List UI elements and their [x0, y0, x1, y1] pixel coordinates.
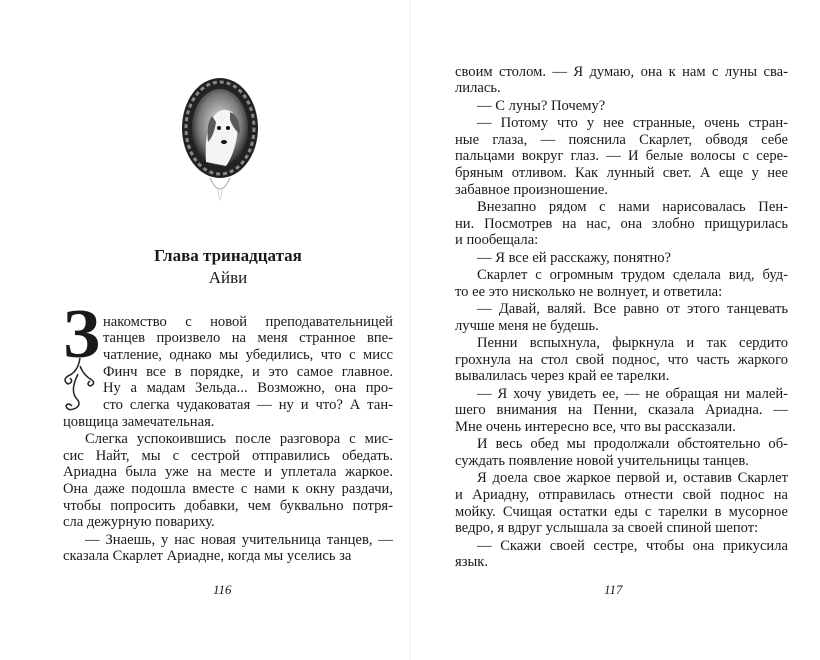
text-line: цовщица замечательная. [63, 413, 215, 430]
paragraph [455, 301, 788, 334]
text-line: Финч все в порядке, и это самое главное. [103, 363, 393, 380]
text-line: сто слегка чудаковатая — ну и что? А тан- [103, 397, 393, 414]
paragraph [63, 314, 393, 431]
text-line: пальцами вокруг глаз. — И белые волосы с сере- [455, 148, 788, 165]
text-line: Я доела свое жаркое первой и, оставив Скарлет [477, 470, 788, 487]
text-line: своим столом. — Я думаю, она к нам с луны сва- [455, 63, 788, 80]
text-line: — Знаешь, у нас новая учительница танцев, — [85, 531, 393, 548]
text-line: суждать появление новой учительницы танцев. [455, 452, 749, 469]
drop-cap: З [63, 296, 100, 373]
text-line: шего внимания на Пенни, сказала Ариадна. — [455, 402, 788, 419]
chapter-name: Айви [208, 268, 248, 287]
text-line: то ее это нисколько не волнует, и ответила: [455, 283, 723, 300]
text-line: Ну а мадам Зельда... Возможно, она про- [103, 380, 393, 397]
text-line: вывалилась через край ее тарелки. [455, 368, 670, 385]
text-line: чатление, однако мы убедились, что с мисс [103, 346, 393, 363]
text-line: ведро, я вдруг услышала за своей спиной шепот: [455, 520, 759, 537]
text-line: сис Найт, мы с сестрой отправились обедать. [63, 447, 393, 464]
text-line: и пообещала: [455, 232, 539, 249]
paragraph [455, 199, 788, 249]
paragraph [63, 431, 393, 531]
text-line: — Я хочу увидеть ее, — не обращая ни малей- [477, 385, 788, 402]
paragraph [455, 335, 788, 385]
text-line: Она даже подошла вместе с нами к окну раздачи, [63, 481, 393, 498]
body-text [455, 63, 788, 571]
text-line: танцев произвело на меня странное впе- [103, 330, 393, 347]
paragraph [455, 470, 788, 537]
text-line: бряным отливом. Как лунный свет. А еще у нее [455, 164, 788, 181]
text-line: накомство с новой преподавательницей [103, 313, 393, 330]
text-line: — Я все ей расскажу, понятно? [477, 249, 672, 266]
paragraph [455, 64, 788, 97]
paragraph [455, 98, 788, 115]
text-line: — С луны? Почему? [477, 97, 606, 114]
text-line: чтобы попросить добавки, чем буквально потря- [63, 497, 393, 514]
text-line: Мне очень интересно все, что вы рассказали. [455, 418, 736, 435]
text-line: грохнула на стол свой поднос, что часть жаркого [455, 351, 788, 368]
text-line: ни. Посмотрев на нас, она злобно прищурилась [455, 215, 788, 232]
text-line: — Скажи своей сестре, чтобы она прикусила [477, 537, 788, 554]
text-line: Ариадна была уже на месте и уплетала жаркое. [63, 464, 393, 481]
text-line: и Ариадну, отправилась отнести свой поднос на [455, 486, 788, 503]
paragraph [455, 250, 788, 267]
paragraph [455, 538, 788, 571]
paragraph [455, 386, 788, 436]
text-line: Пенни вспыхнула, фыркнула и так сердито [477, 334, 788, 351]
text-line: Скарлет с огромным трудом сделала вид, буд- [477, 266, 788, 283]
text-line: — Давай, валяй. Все равно от этого танцевать [477, 300, 788, 317]
text-line: лучше меня не будешь. [455, 317, 599, 334]
text-line: Внезапно рядом с нами нарисовалась Пен- [477, 198, 788, 215]
text-line: сказала Скарлет Ариадне, когда мы уселись за [63, 548, 352, 565]
text-line: И весь обед мы продолжали обстоятельно об- [477, 436, 788, 453]
text-line: язык. [455, 554, 489, 571]
text-line: сла дежурную повариху. [63, 514, 215, 531]
text-line: — Потому что у нее странные, очень стран- [477, 114, 788, 131]
page-number: 116 [213, 582, 232, 597]
text-line: Слегка успокоившись после разговора с мис- [85, 431, 393, 448]
text-line: ные глаза, — пояснила Скарлет, обводя себе [455, 131, 788, 148]
text-line: мойку. Счищая остатки еды с тарелки в мусорное [455, 503, 788, 520]
page-number: 117 [604, 582, 623, 597]
right-page [410, 0, 820, 660]
text-line: лилась. [455, 80, 501, 97]
paragraph [63, 532, 393, 565]
paragraph [455, 115, 788, 198]
paragraph [455, 267, 788, 300]
paragraph [455, 436, 788, 469]
body-text [63, 313, 393, 565]
dog-portrait-illustration [170, 50, 270, 220]
chapter-title: Глава тринадцатая [154, 246, 302, 265]
text-line: забавное произношение. [455, 181, 608, 198]
